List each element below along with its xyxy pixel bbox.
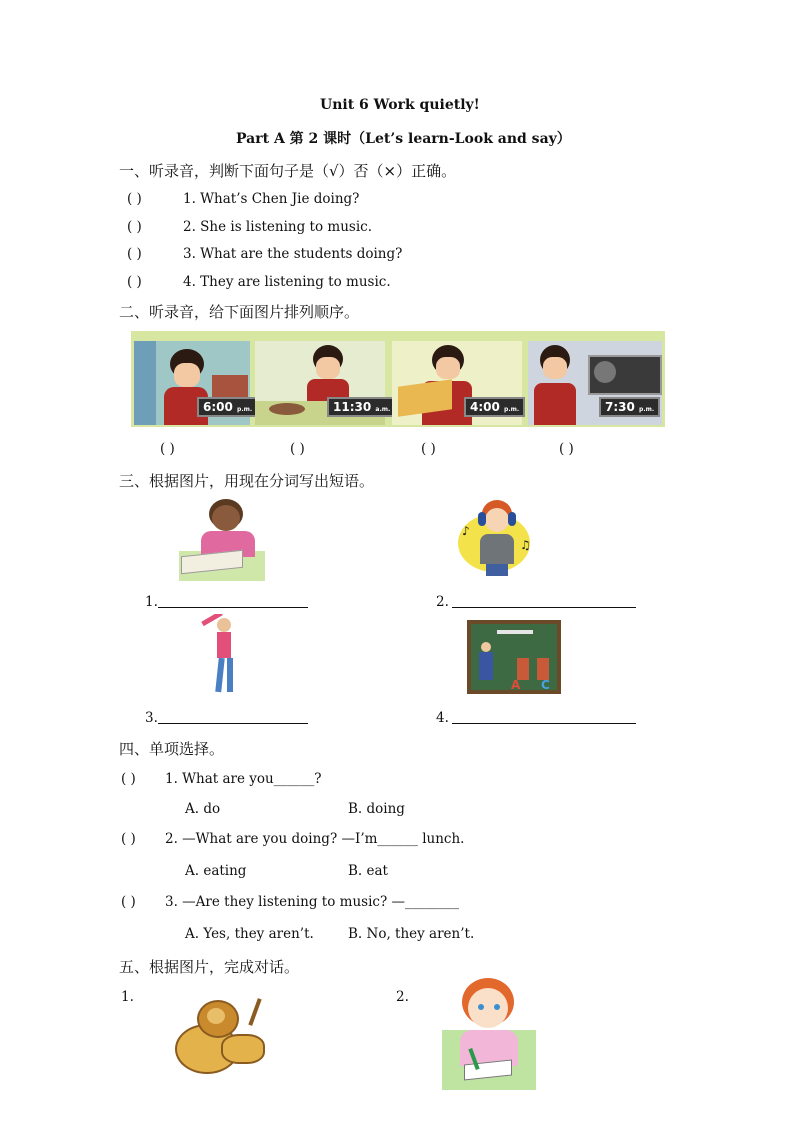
image-classroom: A C	[467, 620, 561, 694]
s1-item-text: 1. What’s Chen Jie doing?	[183, 191, 360, 207]
image-boy-reading	[179, 497, 265, 581]
s1-item-2	[127, 219, 372, 235]
order-blank-3[interactable]: ( )	[421, 441, 436, 457]
clock-3: 4:00 p.m.	[464, 397, 525, 417]
s3-label-2: 2.	[436, 594, 449, 610]
clock-2: 11:30 a.m.	[327, 397, 396, 417]
mc-3-option-a[interactable]: A. Yes, they aren’t.	[185, 926, 314, 942]
s1-item-text: 2. She is listening to music.	[183, 219, 372, 235]
order-blank-4[interactable]: ( )	[559, 441, 574, 457]
section3-heading: 三、根据图片，用现在分词写出短语。	[119, 472, 375, 490]
s1-item-text: 3. What are the students doing?	[183, 246, 403, 262]
section2-heading: 二、听录音，给下面图片排列顺序。	[119, 303, 360, 321]
mc-1-option-b[interactable]: B. doing	[348, 801, 405, 817]
order-blank-1[interactable]: ( )	[160, 441, 175, 457]
answer-blank[interactable]: ( )	[121, 771, 136, 787]
s5-label-2: 2.	[396, 989, 409, 1005]
s1-item-3	[127, 246, 402, 262]
answer-blank[interactable]: ( )	[121, 831, 136, 847]
mc-question-3	[121, 894, 459, 910]
mc-3-option-b[interactable]: B. No, they aren’t.	[348, 926, 475, 942]
mc-2-option-a[interactable]: A. eating	[185, 863, 247, 879]
s3-label-1: 1.	[145, 594, 158, 610]
page-title: Unit 6 Work quietly!	[320, 97, 480, 113]
mc-question-text: 3. —Are they listening to music? —________	[165, 894, 459, 910]
section4-heading: 四、单项选择。	[119, 740, 225, 758]
answer-blank[interactable]: ( )	[127, 219, 142, 235]
s1-item-4	[127, 274, 391, 290]
mc-1-option-a[interactable]: A. do	[185, 801, 221, 817]
mc-2-option-b[interactable]: B. eat	[348, 863, 388, 879]
answer-blank[interactable]: ( )	[127, 246, 142, 262]
mc-question-1	[121, 771, 321, 787]
answer-line-3[interactable]	[158, 709, 308, 724]
section1-heading: 一、听录音，判断下面句子是（√）否（×）正确。	[119, 162, 457, 180]
answer-line-2[interactable]	[452, 593, 636, 608]
answer-blank[interactable]: ( )	[127, 274, 142, 290]
answer-line-1[interactable]	[158, 593, 308, 608]
page-subtitle: Part A 第 2 课时（Let’s learn-Look and say）	[236, 131, 571, 147]
image-girl-writing	[442, 974, 536, 1090]
clock-1: 6:00 p.m.	[197, 397, 258, 417]
answer-line-4[interactable]	[452, 709, 636, 724]
s3-label-3: 3.	[145, 710, 158, 726]
s5-label-1: 1.	[121, 989, 134, 1005]
answer-blank[interactable]: ( )	[121, 894, 136, 910]
section5-heading: 五、根据图片，完成对话。	[119, 958, 300, 976]
image-girl-exercising	[197, 614, 247, 698]
answer-blank[interactable]: ( )	[127, 191, 142, 207]
image-girl-music: ♪ ♫	[456, 498, 538, 578]
picture-strip	[131, 331, 665, 427]
image-lions	[171, 994, 267, 1078]
mc-question-2	[121, 831, 464, 847]
s1-item-text: 4. They are listening to music.	[183, 274, 391, 290]
s3-label-4: 4.	[436, 710, 449, 726]
mc-question-text: 2. —What are you doing? —I’m______ lunch.	[165, 831, 465, 847]
order-blank-2[interactable]: ( )	[290, 441, 305, 457]
s1-item-1	[127, 191, 359, 207]
clock-4: 7:30 p.m.	[599, 397, 660, 417]
mc-question-text: 1. What are you______?	[165, 771, 322, 787]
